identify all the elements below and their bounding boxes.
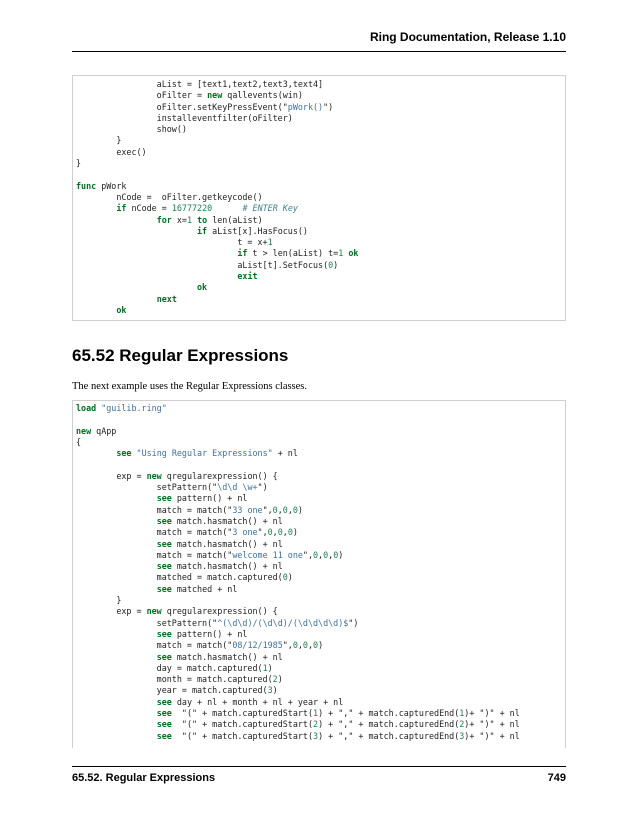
code-token: see xyxy=(156,719,172,730)
code-token: 3 xyxy=(267,685,273,696)
code-token: , xyxy=(282,527,288,538)
code-token: ^(\d\d)/(\d\d)/(\d\d\d\d)$ xyxy=(217,617,349,628)
code-token: )+ ")" + nl xyxy=(464,730,520,741)
code-line xyxy=(73,181,565,192)
code-line xyxy=(73,618,565,629)
code-token: installeventfilter(oFilter) xyxy=(76,112,293,123)
code-token: 0 xyxy=(333,549,339,560)
code-token: "(" + match.capturedStart( xyxy=(171,719,314,730)
code-token: 0 xyxy=(282,572,288,583)
code-token: "Using Regular Expressions" xyxy=(136,448,273,459)
code-token: match = match(" xyxy=(76,504,233,515)
code-line xyxy=(73,414,565,425)
code-token: setPattern(" xyxy=(76,482,218,493)
code-token: if xyxy=(197,225,208,236)
code-block-regex-example xyxy=(72,400,566,748)
code-token: see xyxy=(156,515,172,526)
code-token: match.hasmatch() + nl xyxy=(171,561,283,572)
code-token: matched + nl xyxy=(171,583,238,594)
code-token: ", xyxy=(262,504,273,515)
code-line xyxy=(73,305,565,316)
code-line xyxy=(73,135,565,146)
code-token: setPattern(" xyxy=(76,617,218,628)
code-token: } xyxy=(76,158,82,169)
code-token: # ENTER Key xyxy=(242,203,298,214)
code-token: to xyxy=(197,214,208,225)
code-token: } xyxy=(76,595,122,606)
code-token: match.hasmatch() + nl xyxy=(171,651,283,662)
code-token: } xyxy=(76,135,122,146)
code-token xyxy=(76,294,157,304)
code-token: see xyxy=(156,583,172,594)
code-token: ) + "," + match.capturedEnd( xyxy=(318,719,460,730)
code-line xyxy=(73,550,565,561)
code-token: qApp xyxy=(91,425,117,436)
code-token: 0 xyxy=(313,640,319,651)
code-token: , xyxy=(277,504,283,515)
code-token: 2 xyxy=(272,674,278,685)
code-token: pWork xyxy=(96,180,127,191)
code-line xyxy=(73,237,565,248)
code-line xyxy=(73,248,565,259)
code-token xyxy=(76,539,157,549)
code-token: see xyxy=(116,448,132,459)
code-line xyxy=(73,158,565,169)
code-token: show() xyxy=(76,124,187,135)
code-token: ok xyxy=(197,282,208,293)
code-token: ) xyxy=(297,504,303,515)
code-token: 0 xyxy=(292,640,298,651)
code-line xyxy=(73,271,565,282)
code-token: exp = xyxy=(76,606,147,617)
code-token: , xyxy=(318,549,324,560)
code-token: ") xyxy=(348,617,359,628)
code-line xyxy=(73,459,565,470)
code-token: aList[x].HasFocus() xyxy=(207,225,308,236)
code-token xyxy=(76,719,157,729)
code-line xyxy=(73,674,565,685)
code-line xyxy=(73,482,565,493)
code-token: pattern() + nl xyxy=(171,493,248,504)
code-token xyxy=(76,448,116,458)
code-token: qallevents(win) xyxy=(222,90,303,101)
code-line xyxy=(73,147,565,158)
page-footer xyxy=(72,766,566,784)
code-token xyxy=(76,305,116,315)
code-line xyxy=(73,719,565,730)
code-line xyxy=(73,192,565,203)
code-token: exec() xyxy=(76,146,147,157)
code-token xyxy=(76,248,237,258)
code-token: if xyxy=(116,203,127,214)
code-token: see xyxy=(156,628,172,639)
code-token: func xyxy=(76,180,97,191)
code-token: 16777220 xyxy=(171,203,213,214)
code-token: 33 one xyxy=(232,504,263,515)
code-token: 0 xyxy=(282,504,288,515)
code-token: oFilter.setKeyPressEvent(" xyxy=(76,101,288,112)
code-line xyxy=(73,539,565,550)
code-token: ) xyxy=(267,662,273,673)
code-token: see xyxy=(156,561,172,572)
code-token: , xyxy=(287,504,293,515)
code-line xyxy=(73,282,565,293)
code-token: 3 xyxy=(459,730,465,741)
code-token: nCode = xyxy=(126,203,172,214)
code-line xyxy=(73,516,565,527)
code-token: 2 xyxy=(313,719,319,730)
code-token: ) xyxy=(318,640,324,651)
code-line xyxy=(73,215,565,226)
code-token: 0 xyxy=(302,640,308,651)
code-token: 1 xyxy=(262,662,268,673)
code-token: t > len(aList) t= xyxy=(247,248,339,259)
intro-paragraph: The next example uses the Regular Expressions classes. xyxy=(72,381,308,392)
code-token: qregularexpression() { xyxy=(161,470,278,481)
code-line xyxy=(73,448,565,459)
code-token: 0 xyxy=(292,504,298,515)
code-token: , xyxy=(328,549,334,560)
code-token: ") xyxy=(257,482,268,493)
code-token: 0 xyxy=(323,549,329,560)
code-token: 1 xyxy=(313,708,319,719)
code-token: see xyxy=(156,493,172,504)
code-token xyxy=(76,203,116,213)
code-line xyxy=(73,102,565,113)
code-token: day = match.captured( xyxy=(76,662,263,673)
code-token: load xyxy=(76,403,97,413)
code-token: ) xyxy=(287,572,293,583)
code-token xyxy=(212,203,242,213)
code-token: see xyxy=(156,708,172,719)
code-token: year = match.captured( xyxy=(76,685,268,696)
code-token: match = match(" xyxy=(76,549,233,560)
code-token: qregularexpression() { xyxy=(161,606,278,617)
document-title: Ring Documentation, Release 1.10 xyxy=(369,30,566,44)
code-token: day + nl + month + nl + year + nl xyxy=(171,696,344,707)
code-token: + nl xyxy=(272,448,298,459)
code-token: see xyxy=(156,696,172,707)
code-token: 2 xyxy=(459,719,465,730)
code-token: new xyxy=(146,470,162,481)
code-line xyxy=(73,437,565,448)
code-line xyxy=(73,471,565,482)
code-token: 1 xyxy=(338,248,344,259)
code-token: "(" + match.capturedStart( xyxy=(171,708,314,719)
code-token: ok xyxy=(116,304,127,315)
code-token: 0 xyxy=(313,549,319,560)
code-token: 08/12/1985 xyxy=(232,640,283,651)
code-line xyxy=(73,629,565,640)
code-line xyxy=(73,169,565,180)
code-token: see xyxy=(156,538,172,549)
code-token: 0 xyxy=(267,527,273,538)
code-token: ", xyxy=(257,527,268,538)
code-token: x= xyxy=(171,214,187,225)
code-token: see xyxy=(156,651,172,662)
code-line xyxy=(73,731,565,742)
code-token: , xyxy=(307,640,314,651)
code-token xyxy=(76,561,157,571)
code-line xyxy=(73,640,565,651)
code-token: exp = xyxy=(76,470,147,481)
code-token: ) xyxy=(272,685,278,696)
code-token: , xyxy=(297,640,303,651)
code-token: ) + "," + match.capturedEnd( xyxy=(318,730,460,741)
code-token: 0 xyxy=(328,259,334,270)
code-token xyxy=(76,731,157,741)
code-token: ") xyxy=(323,101,334,112)
code-token: t = x+ xyxy=(76,237,268,248)
code-token: pWork() xyxy=(287,101,324,112)
code-line xyxy=(73,652,565,663)
code-token: ok xyxy=(348,248,359,259)
code-line xyxy=(73,505,565,516)
code-token: 1 xyxy=(459,708,465,719)
code-token: "guilib.ring" xyxy=(101,403,167,413)
code-token: exit xyxy=(237,271,258,282)
code-token: 3 one xyxy=(232,527,258,538)
code-line xyxy=(73,708,565,719)
code-token: new xyxy=(207,90,223,101)
code-line xyxy=(73,697,565,708)
code-token: ", xyxy=(302,549,313,560)
code-token: 0 xyxy=(277,527,283,538)
code-token: len(aList) xyxy=(207,214,263,225)
code-token: 0 xyxy=(272,504,278,515)
code-token xyxy=(76,652,157,662)
code-line xyxy=(73,203,565,214)
code-token xyxy=(76,516,157,526)
footer-section-label: 65.52. Regular Expressions xyxy=(72,772,216,784)
code-token: "(" + match.capturedStart( xyxy=(171,730,314,741)
code-token: match = match(" xyxy=(76,640,233,651)
code-line xyxy=(73,685,565,696)
code-token: match.hasmatch() + nl xyxy=(171,538,283,549)
code-token: new xyxy=(146,606,162,617)
code-token: pattern() + nl xyxy=(171,628,248,639)
code-line xyxy=(73,584,565,595)
code-line xyxy=(73,561,565,572)
code-line xyxy=(73,572,565,583)
code-line xyxy=(73,79,565,90)
code-token: if xyxy=(237,248,248,259)
code-token xyxy=(76,584,157,594)
code-line xyxy=(73,595,565,606)
code-token xyxy=(76,708,157,718)
code-token xyxy=(76,226,197,236)
code-token: new xyxy=(76,425,92,436)
code-token xyxy=(76,215,157,225)
code-line xyxy=(73,663,565,674)
code-token xyxy=(76,493,157,503)
code-token: , xyxy=(272,527,278,538)
code-token: )+ ")" + nl xyxy=(464,719,520,730)
code-token: month = match.captured( xyxy=(76,674,273,685)
code-token: aList[t].SetFocus( xyxy=(76,259,329,270)
code-token xyxy=(76,629,157,639)
code-line xyxy=(73,403,565,414)
code-token: ) xyxy=(338,549,344,560)
code-line xyxy=(73,426,565,437)
code-line xyxy=(73,113,565,124)
code-line xyxy=(73,124,565,135)
code-token: next xyxy=(156,293,177,304)
code-line xyxy=(73,606,565,617)
code-token: match = match(" xyxy=(76,527,233,538)
code-token: ) xyxy=(333,259,339,270)
code-token xyxy=(76,697,157,707)
code-token: matched = match.captured( xyxy=(76,572,283,583)
page-number: 749 xyxy=(547,772,566,784)
code-token: ) xyxy=(292,527,298,538)
code-token: )+ ")" + nl xyxy=(464,708,520,719)
code-token: ", xyxy=(282,640,293,651)
code-line xyxy=(73,493,565,504)
code-token: aList = [text1,text2,text3,text4] xyxy=(76,79,324,89)
code-token: welcome 11 one xyxy=(232,549,303,560)
code-line xyxy=(73,294,565,305)
code-token: ) xyxy=(277,674,283,685)
section-heading: 65.52 Regular Expressions xyxy=(72,346,289,365)
code-token: for xyxy=(156,214,172,225)
code-token xyxy=(76,282,197,292)
code-token: 3 xyxy=(313,730,319,741)
code-block-event-filter xyxy=(72,75,566,321)
code-line xyxy=(73,226,565,237)
code-token: match.hasmatch() + nl xyxy=(171,515,283,526)
code-token: nCode = oFilter.getkeycode() xyxy=(76,191,263,202)
code-token: see xyxy=(156,730,172,741)
code-token: { xyxy=(76,436,82,447)
code-token: \d\d \w+ xyxy=(217,482,258,493)
code-token: 1 xyxy=(267,237,273,248)
code-token xyxy=(76,271,237,281)
code-token: ) + "," + match.capturedEnd( xyxy=(318,708,460,719)
code-line xyxy=(73,527,565,538)
page-header xyxy=(72,30,566,52)
code-token: 1 xyxy=(186,214,193,225)
code-token: 0 xyxy=(287,527,293,538)
code-line xyxy=(73,90,565,101)
code-token: oFilter = xyxy=(76,90,208,101)
code-line xyxy=(73,260,565,271)
